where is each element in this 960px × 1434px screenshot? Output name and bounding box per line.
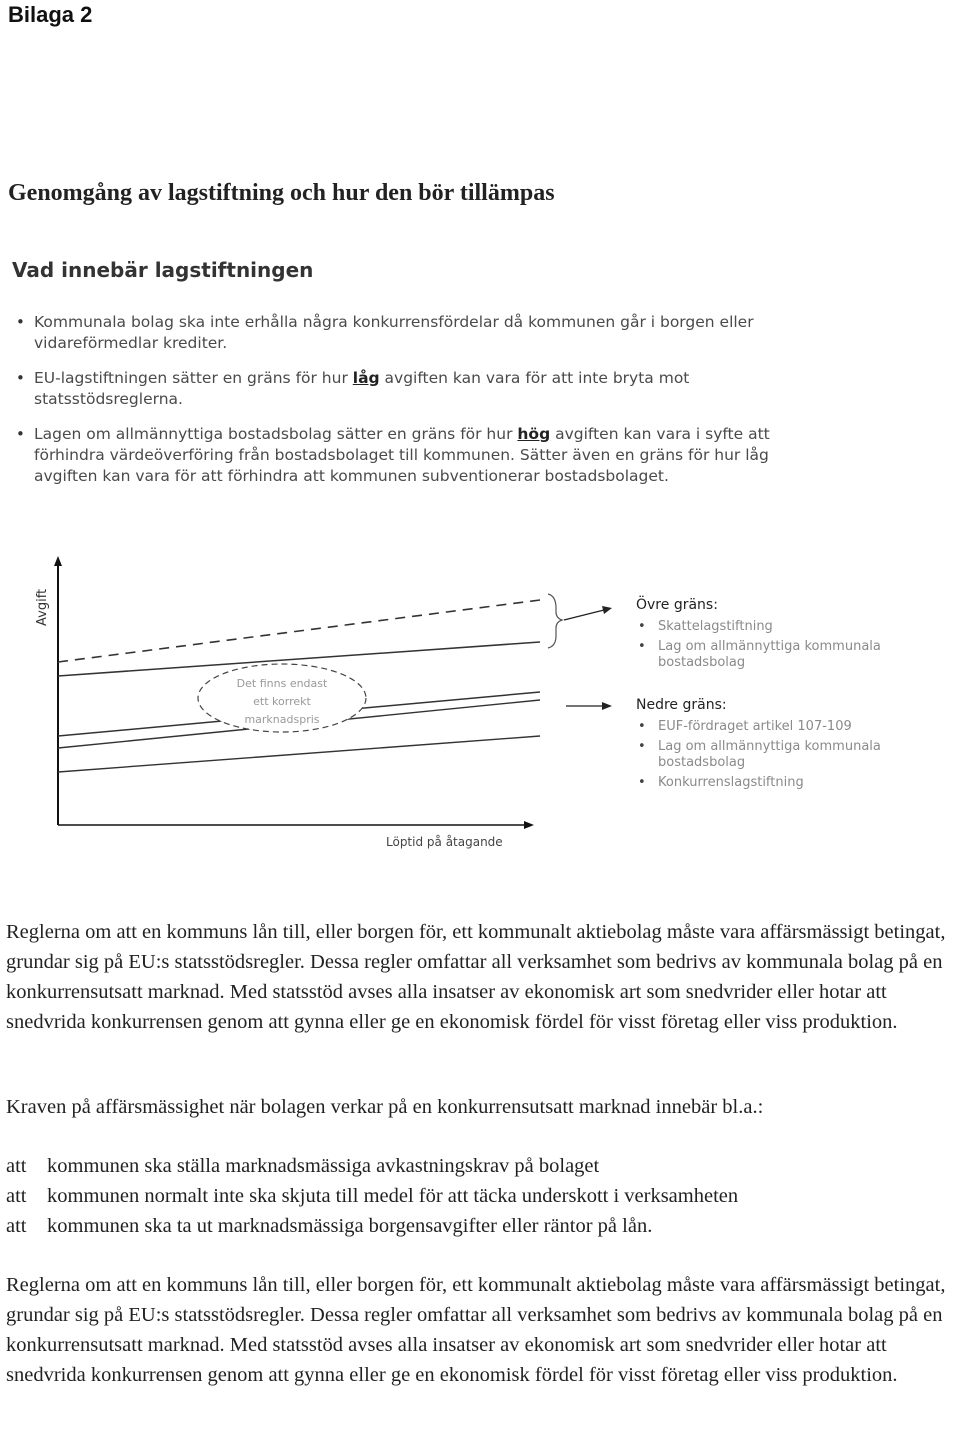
page-header-label: Bilaga 2 [8, 2, 93, 27]
requirement-lead: att [6, 1215, 27, 1237]
bullet-item [14, 368, 834, 410]
body-paragraph: Reglerna om att en kommuns lån till, eller borgen för, ett kommunalt aktiebolag måste vara affärsmässigt betingat, grundar sig på EU:s statsstödsregler. Dessa regler omfattar all verksamhet som bedrivs av kommunala bolag på en konkurrensutsatt marknad. Med statsstöd avses alla insatser av ekonomisk art som snedvrider eller hotar att snedvrida konkurrensen genom att gynna eller ge en ekonomisk fördel för visst företag eller viss produktion. [6, 1274, 946, 1386]
requirement-lead: att [6, 1155, 27, 1177]
section-heading: Vad innebär lagstiftningen [12, 258, 314, 282]
bullet-emphasis: låg [352, 369, 380, 387]
requirement-text: kommunen ska ta ut marknadsmässiga borgensavgifter eller räntor på lån. [47, 1215, 653, 1237]
upper-brace [548, 594, 562, 648]
legend-list [636, 719, 956, 791]
ellipse-text-line: Det finns endast [236, 677, 328, 690]
bullet-item [14, 424, 834, 487]
legend-item: • Lag om allmännyttiga kommunala bostadsbolag [636, 739, 940, 771]
upper-arrow-head [602, 606, 612, 614]
x-axis-label: Löptid på åtagande [386, 835, 503, 849]
bullet-text: Lagen om allmännyttiga bostadsbolag sätter en gräns för hur [34, 425, 518, 443]
requirement-lead: att [6, 1185, 27, 1207]
requirements-list [6, 1151, 738, 1241]
body-paragraph: Reglerna om att en kommuns lån till, eller borgen för, ett kommunalt aktiebolag måste vara affärsmässigt betingat, grundar sig på EU:s statsstödsregler. Dessa regler omfattar all verksamhet som bedrivs av kommunala bolag på en konkurrensutsatt marknad. Med statsstöd avses alla insatser av ekonomisk art som snedvrider eller hotar att snedvrida konkurrensen genom att gynna eller ge en ekonomisk fördel för visst företag eller viss produktion. [6, 921, 946, 1033]
ellipse-text-line: marknadspris [244, 713, 320, 726]
y-axis-arrow [54, 556, 62, 566]
legend-list [636, 619, 956, 671]
upper-limit-legend [636, 597, 956, 679]
bullet-text: Kommunala bolag ska inte erhålla några konkurrensfördelar då kommunen går i borgen eller vidareförmedlar krediter. [34, 313, 754, 352]
bullet-emphasis: hög [517, 425, 551, 443]
requirements-intro: Kraven på affärsmässighet när bolagen verkar på en konkurrensutsatt marknad innebär bl.a.: [6, 1096, 764, 1118]
legend-item: • EUF-fördraget artikel 107-109 [636, 719, 956, 735]
upper-arrow [564, 610, 604, 620]
legend-heading: Övre gräns: [636, 597, 718, 613]
legend-item: • Konkurrenslagstiftning [636, 775, 956, 791]
lower-limit-legend [636, 697, 956, 799]
bullet-item [14, 312, 834, 354]
bullet-text: avgiften kan vara i syfte att förhindra värdeöverföring från bostadsbolaget till kommunen. Sätter även en gräns för hur låg avgiften kan vara för att förhindra att kommunen subventionerar bostadsbolaget. [34, 425, 770, 485]
legend-item: • Skattelagstiftning [636, 619, 956, 635]
slide-bullet-list [14, 312, 834, 501]
requirement-text: kommunen ska ställa marknadsmässiga avkastningskrav på bolaget [47, 1155, 600, 1177]
x-axis-arrow [524, 821, 534, 829]
document-title: Genomgång av lagstiftning och hur den bör tillämpas [8, 180, 555, 206]
upper-boundary-line [58, 600, 540, 662]
requirement-item [6, 1211, 738, 1241]
y-axis-label: Avgift [35, 588, 50, 626]
bullet-text: EU-lagstiftningen sätter en gräns för hur [34, 369, 353, 387]
legend-heading: Nedre gräns: [636, 697, 727, 713]
requirement-text: kommunen normalt inte ska skjuta till medel för att täcka underskott i verksamheten [47, 1185, 739, 1207]
requirement-item [6, 1151, 738, 1181]
lower-arrow-head [602, 702, 612, 710]
requirement-item [6, 1181, 738, 1211]
bullet-text: avgiften kan vara för att inte bryta mot statsstödsreglerna. [34, 369, 690, 408]
ellipse-text-line: ett korrekt [253, 695, 311, 708]
legend-item: • Lag om allmännyttiga kommunala bostadsbolag [636, 639, 940, 671]
